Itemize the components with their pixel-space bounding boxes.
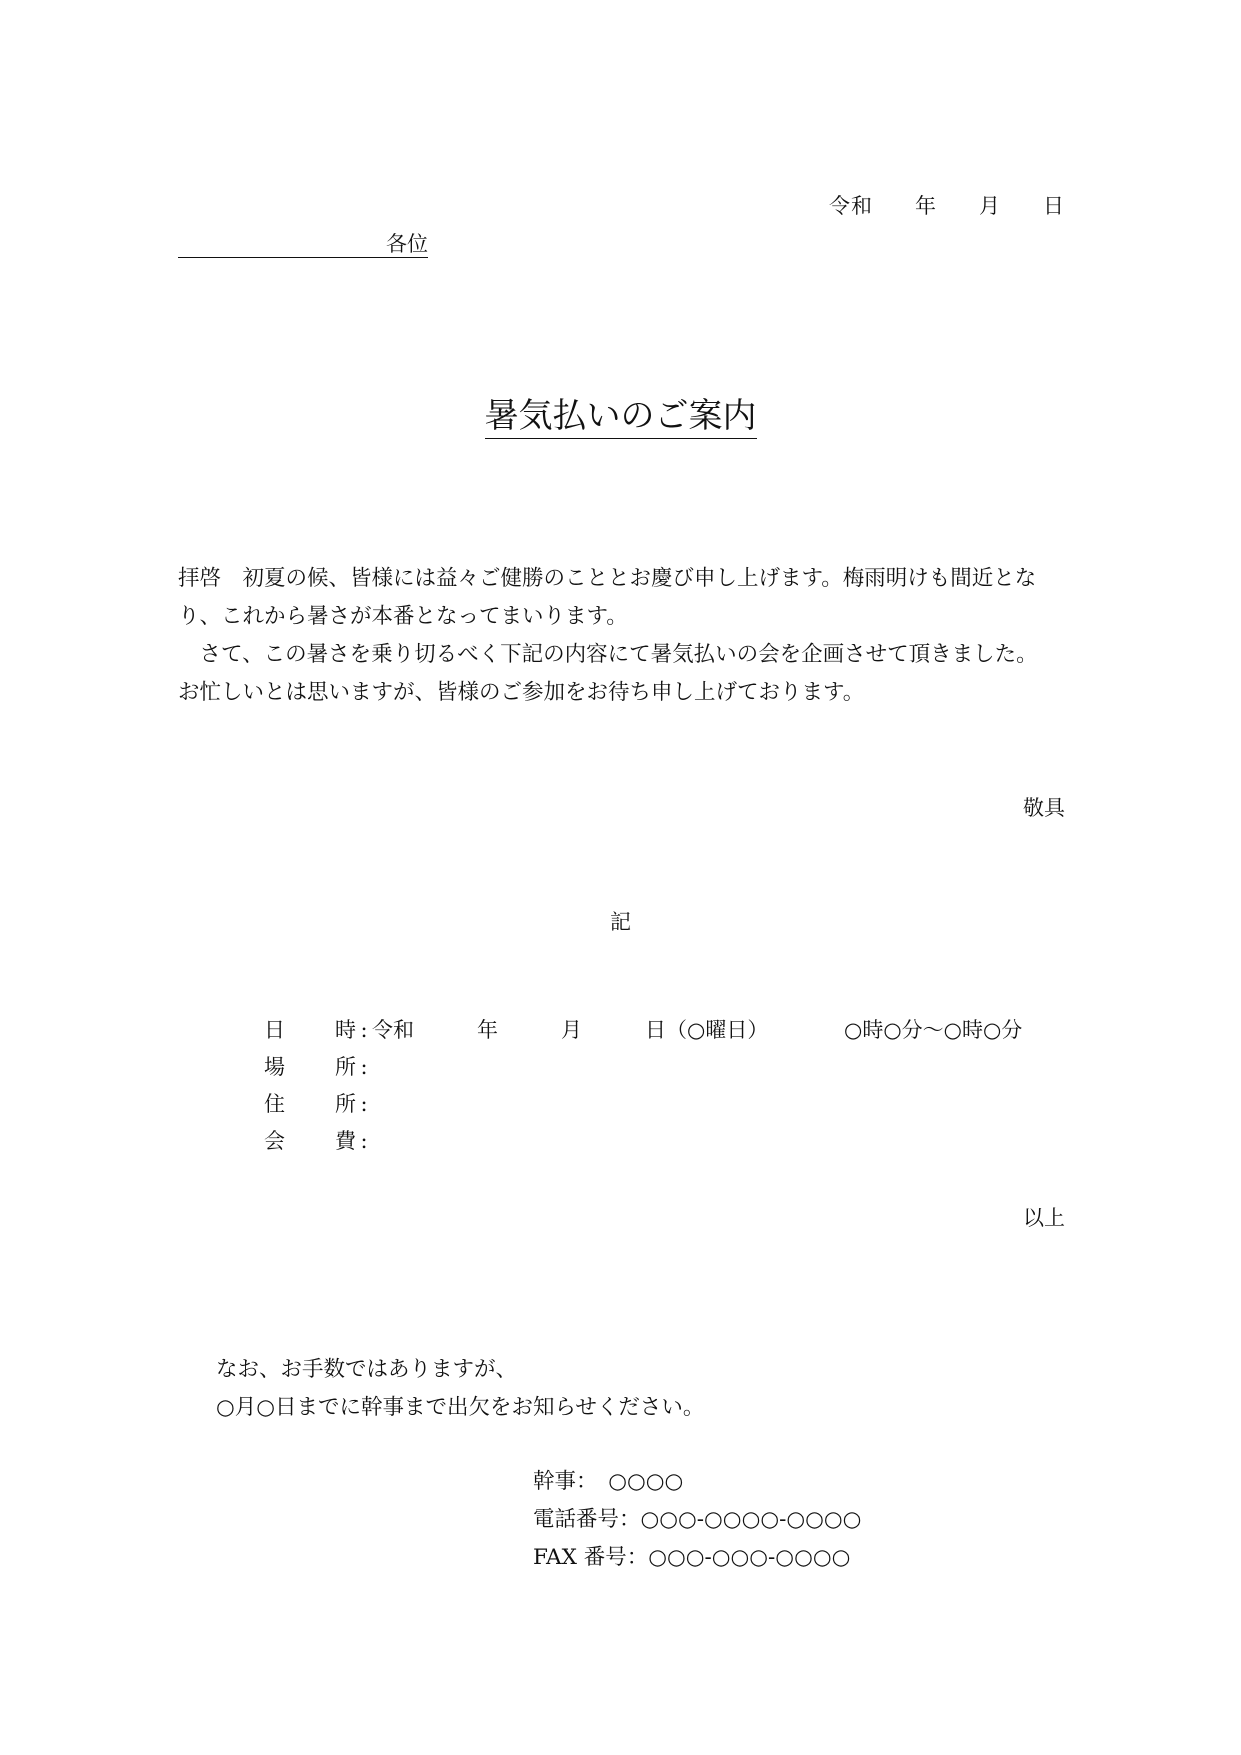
closing-ijou: 以上	[1023, 1206, 1065, 1230]
detail-row-address	[264, 1086, 768, 1123]
date-day: 日	[1043, 194, 1065, 218]
datetime-label: 日時	[264, 1018, 356, 1042]
closing-keigu: 敬具	[1023, 796, 1065, 820]
note-line-2: ○月○日までに幹事まで出欠をお知らせください。	[216, 1395, 705, 1420]
body-paragraph-3: お忙しいとは思いますが、皆様のご参加をお待ち申し上げております。	[178, 680, 865, 705]
address-colon: :	[360, 1092, 368, 1116]
organizer-name: 幹事： ○○○○	[533, 1469, 684, 1494]
datetime-colon: :	[360, 1018, 368, 1042]
organizer-phone: 電話番号：○○○-○○○○-○○○○	[533, 1507, 862, 1532]
datetime-time: ○時○分～○時○分	[844, 1018, 1023, 1042]
date-era: 令和	[829, 194, 873, 218]
detail-row-datetime	[264, 1012, 1023, 1049]
body-paragraph-2: さて、この暑さを乗り切るべく下記の内容にて暑気払いの会を企画させて頂きました。	[178, 642, 1038, 667]
document-date	[829, 190, 1065, 220]
organizer-contact	[533, 1463, 861, 1577]
detail-row-fee	[264, 1123, 768, 1160]
letter-body	[178, 560, 1063, 712]
detail-row-place	[264, 1049, 768, 1086]
address-label: 住所	[264, 1092, 356, 1116]
place-colon: :	[360, 1055, 368, 1079]
body-paragraph-1: 拝啓 初夏の候、皆様には益々ご健勝のこととお慶び申し上げます。梅雨明けも間近となり、これから暑さが本番となってまいります。	[178, 566, 1037, 629]
ki-heading: 記	[610, 910, 631, 934]
fee-label: 会費	[264, 1129, 356, 1153]
recipient-label: 各位	[386, 232, 428, 256]
event-details	[264, 1012, 1023, 1160]
fee-colon: :	[360, 1129, 368, 1153]
document-title	[0, 388, 1241, 437]
datetime-value: 令和 年 月 日（○曜日）	[372, 1018, 769, 1042]
title-text: 暑気払いのご案内	[485, 396, 757, 439]
date-month: 月	[979, 194, 1001, 218]
date-year: 年	[915, 194, 937, 218]
organizer-fax: FAX 番号：○○○-○○○-○○○○	[533, 1545, 851, 1570]
note-line-1: なお、お手数ではありますが、	[216, 1357, 518, 1382]
recipient-line	[178, 228, 428, 258]
place-label: 場所	[264, 1055, 356, 1079]
rsvp-note	[216, 1351, 704, 1427]
